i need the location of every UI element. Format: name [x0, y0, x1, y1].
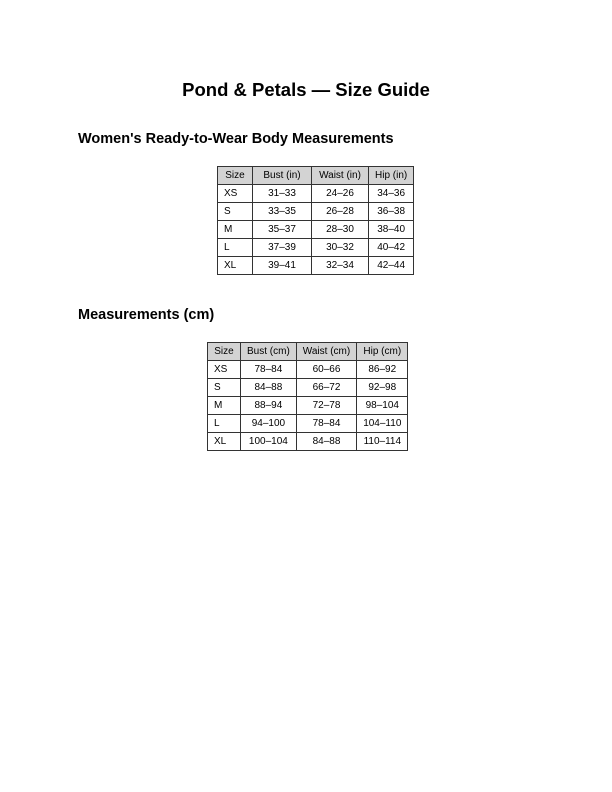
waist-cell: 32–34: [312, 257, 369, 275]
section-heading-inches: Women's Ready-to-Wear Body Measurements: [78, 131, 394, 147]
waist-cell: 26–28: [312, 203, 369, 221]
section-heading-cm: Measurements (cm): [78, 307, 215, 323]
hip-cell: 40–42: [369, 239, 414, 257]
size-cell: S: [218, 203, 253, 221]
bust-cell: 78–84: [241, 361, 297, 379]
table-row: [208, 361, 408, 379]
table-row: [208, 379, 408, 397]
hip-cell: 104–110: [357, 415, 408, 433]
table-row: [208, 415, 408, 433]
size-cell: XS: [208, 361, 241, 379]
size-table-cm: [207, 342, 408, 451]
table-row: [218, 185, 414, 203]
hip-cell: 92–98: [357, 379, 408, 397]
table-row: [208, 397, 408, 415]
bust-cell: 100–104: [241, 433, 297, 451]
hip-cell: 86–92: [357, 361, 408, 379]
waist-cell: 66–72: [296, 379, 356, 397]
column-header-bust: Bust (in): [253, 167, 312, 185]
waist-cell: 24–26: [312, 185, 369, 203]
table-row: [218, 239, 414, 257]
column-header-waist: Waist (in): [312, 167, 369, 185]
size-cell: M: [208, 397, 241, 415]
size-table-inches: [217, 166, 414, 275]
size-cell: XL: [208, 433, 241, 451]
bust-cell: 39–41: [253, 257, 312, 275]
waist-cell: 72–78: [296, 397, 356, 415]
hip-cell: 34–36: [369, 185, 414, 203]
waist-cell: 28–30: [312, 221, 369, 239]
size-cell: XS: [218, 185, 253, 203]
table-row: [218, 221, 414, 239]
hip-cell: 98–104: [357, 397, 408, 415]
hip-cell: 110–114: [357, 433, 408, 451]
table-header-row: [208, 343, 408, 361]
size-cell: M: [218, 221, 253, 239]
column-header-hip: Hip (in): [369, 167, 414, 185]
bust-cell: 94–100: [241, 415, 297, 433]
column-header-size: Size: [208, 343, 241, 361]
table-header-row: [218, 167, 414, 185]
size-cell: L: [218, 239, 253, 257]
waist-cell: 30–32: [312, 239, 369, 257]
hip-cell: 36–38: [369, 203, 414, 221]
column-header-waist: Waist (cm): [296, 343, 356, 361]
bust-cell: 31–33: [253, 185, 312, 203]
table-row: [218, 203, 414, 221]
hip-cell: 42–44: [369, 257, 414, 275]
size-cell: L: [208, 415, 241, 433]
column-header-bust: Bust (cm): [241, 343, 297, 361]
bust-cell: 37–39: [253, 239, 312, 257]
size-cell: XL: [218, 257, 253, 275]
column-header-hip: Hip (cm): [357, 343, 408, 361]
page-title: Pond & Petals — Size Guide: [182, 79, 430, 100]
waist-cell: 60–66: [296, 361, 356, 379]
bust-cell: 88–94: [241, 397, 297, 415]
bust-cell: 35–37: [253, 221, 312, 239]
table-row: [218, 257, 414, 275]
bust-cell: 33–35: [253, 203, 312, 221]
column-header-size: Size: [218, 167, 253, 185]
waist-cell: 78–84: [296, 415, 356, 433]
table-row: [208, 433, 408, 451]
bust-cell: 84–88: [241, 379, 297, 397]
hip-cell: 38–40: [369, 221, 414, 239]
size-cell: S: [208, 379, 241, 397]
waist-cell: 84–88: [296, 433, 356, 451]
